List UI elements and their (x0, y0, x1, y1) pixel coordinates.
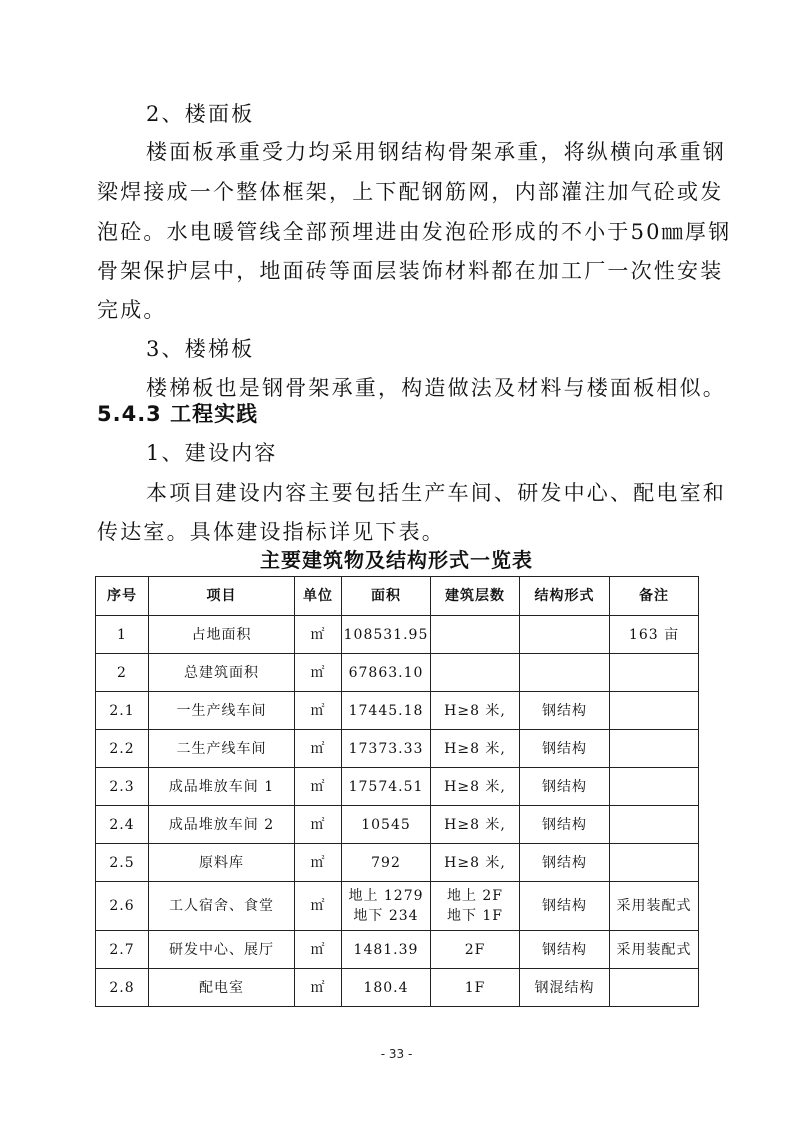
cell-remarks (610, 969, 699, 1007)
table-row (96, 882, 699, 931)
table-row (96, 730, 699, 768)
cell-index: 1 (96, 616, 149, 654)
header-item: 项目 (149, 577, 295, 616)
cell-area: 180.4 (342, 969, 431, 1007)
cell-item: 成品堆放车间 1 (149, 768, 295, 806)
section-2-line: 骨架保护层中，地面砖等面层装饰材料都在加工厂一次性安装 (97, 259, 724, 283)
cell-remarks (610, 806, 699, 844)
page-number: - 33 - (380, 1047, 413, 1061)
cell-structure: 钢结构 (520, 730, 610, 768)
cell-remarks (610, 844, 699, 882)
cell-floors: H≥8 米, (431, 768, 520, 806)
cell-index: 2.7 (96, 931, 149, 969)
cell-floors (431, 616, 520, 654)
subsection-1-title: 1、建设内容 (146, 441, 278, 465)
cell-index: 2.4 (96, 806, 149, 844)
subsection-1-line: 本项目建设内容主要包括生产车间、研发中心、配电室和 (146, 481, 726, 505)
cell-unit: ㎡ (295, 616, 342, 654)
cell-floors: H≥8 米, (431, 730, 520, 768)
cell-floors-line: 地上 2F (446, 888, 504, 904)
section-2-title: 2、楼面板 (146, 102, 255, 126)
section-2-line: 泡砼。水电暖管线全部预埋进由发泡砼形成的不小于50㎜厚钢 (97, 220, 732, 244)
cell-index: 2.8 (96, 969, 149, 1007)
table-row (96, 844, 699, 882)
cell-index: 2.6 (96, 882, 149, 931)
subsection-1-line: 传达室。具体建设指标详见下表。 (97, 520, 445, 544)
cell-item: 研发中心、展厅 (149, 931, 295, 969)
cell-unit: ㎡ (295, 730, 342, 768)
buildings-table (95, 576, 699, 1007)
header-index: 序号 (96, 577, 149, 616)
section-3-line: 楼梯板也是钢骨架承重，构造做法及材料与楼面板相似。 (146, 376, 726, 400)
cell-area: 792 (342, 844, 431, 882)
cell-remarks: 163 亩 (610, 616, 699, 654)
cell-floors: 2F (431, 931, 520, 969)
cell-floors: H≥8 米, (431, 692, 520, 730)
cell-remarks: 采用装配式 (610, 931, 699, 969)
cell-index: 2.1 (96, 692, 149, 730)
cell-unit: ㎡ (295, 969, 342, 1007)
cell-area: 17574.51 (342, 768, 431, 806)
cell-item: 二生产线车间 (149, 730, 295, 768)
table-row (96, 806, 699, 844)
cell-item: 一生产线车间 (149, 692, 295, 730)
cell-index: 2 (96, 654, 149, 692)
table-row (96, 654, 699, 692)
cell-item: 成品堆放车间 2 (149, 806, 295, 844)
cell-unit: ㎡ (295, 844, 342, 882)
cell-unit: ㎡ (295, 692, 342, 730)
table-row (96, 692, 699, 730)
cell-structure: 钢混结构 (520, 969, 610, 1007)
cell-area (342, 882, 431, 931)
cell-item: 配电室 (149, 969, 295, 1007)
cell-unit: ㎡ (295, 806, 342, 844)
table-header-row (96, 577, 699, 616)
cell-unit: ㎡ (295, 931, 342, 969)
cell-area: 17445.18 (342, 692, 431, 730)
cell-remarks (610, 730, 699, 768)
cell-unit: ㎡ (295, 882, 342, 931)
cell-item: 工人宿舍、食堂 (149, 882, 295, 931)
cell-floors (431, 654, 520, 692)
section-heading-543: 5.4.3 工程实践 (97, 402, 259, 426)
cell-item: 原料库 (149, 844, 295, 882)
cell-remarks (610, 692, 699, 730)
cell-remarks (610, 654, 699, 692)
cell-structure: 钢结构 (520, 931, 610, 969)
cell-unit: ㎡ (295, 768, 342, 806)
header-unit: 单位 (295, 577, 342, 616)
cell-structure: 钢结构 (520, 844, 610, 882)
header-remarks: 备注 (610, 577, 699, 616)
cell-structure: 钢结构 (520, 806, 610, 844)
table-row (96, 616, 699, 654)
cell-index: 2.3 (96, 768, 149, 806)
section-2-line: 楼面板承重受力均采用钢结构骨架承重，将纵横向承重钢 (146, 140, 726, 164)
cell-area: 17373.33 (342, 730, 431, 768)
cell-structure: 钢结构 (520, 768, 610, 806)
cell-area-line: 地下 234 (353, 908, 419, 924)
cell-structure (520, 616, 610, 654)
cell-item: 占地面积 (149, 616, 295, 654)
table-row (96, 969, 699, 1007)
header-area: 面积 (342, 577, 431, 616)
header-structure: 结构形式 (520, 577, 610, 616)
cell-index: 2.5 (96, 844, 149, 882)
cell-remarks (610, 768, 699, 806)
cell-area: 67863.10 (342, 654, 431, 692)
cell-area: 10545 (342, 806, 431, 844)
table-row (96, 931, 699, 969)
cell-floors: H≥8 米, (431, 844, 520, 882)
cell-structure (520, 654, 610, 692)
cell-index: 2.2 (96, 730, 149, 768)
cell-structure: 钢结构 (520, 692, 610, 730)
cell-floors: 1F (431, 969, 520, 1007)
section-2-line: 梁焊接成一个整体框架，上下配钢筋网，内部灌注加气砼或发 (97, 180, 724, 204)
cell-structure: 钢结构 (520, 882, 610, 931)
cell-area-line: 地上 1279 (348, 888, 424, 904)
cell-remarks: 采用装配式 (610, 882, 699, 931)
header-floors: 建筑层数 (431, 577, 520, 616)
section-3-title: 3、楼梯板 (146, 337, 255, 361)
table-row (96, 768, 699, 806)
cell-item: 总建筑面积 (149, 654, 295, 692)
table-title: 主要建筑物及结构形式一览表 (260, 548, 533, 572)
cell-floors-line: 地下 1F (446, 908, 504, 924)
cell-unit: ㎡ (295, 654, 342, 692)
cell-area: 108531.95 (342, 616, 431, 654)
cell-floors (431, 882, 520, 931)
cell-area: 1481.39 (342, 931, 431, 969)
section-2-line: 完成。 (97, 298, 167, 322)
cell-floors: H≥8 米, (431, 806, 520, 844)
